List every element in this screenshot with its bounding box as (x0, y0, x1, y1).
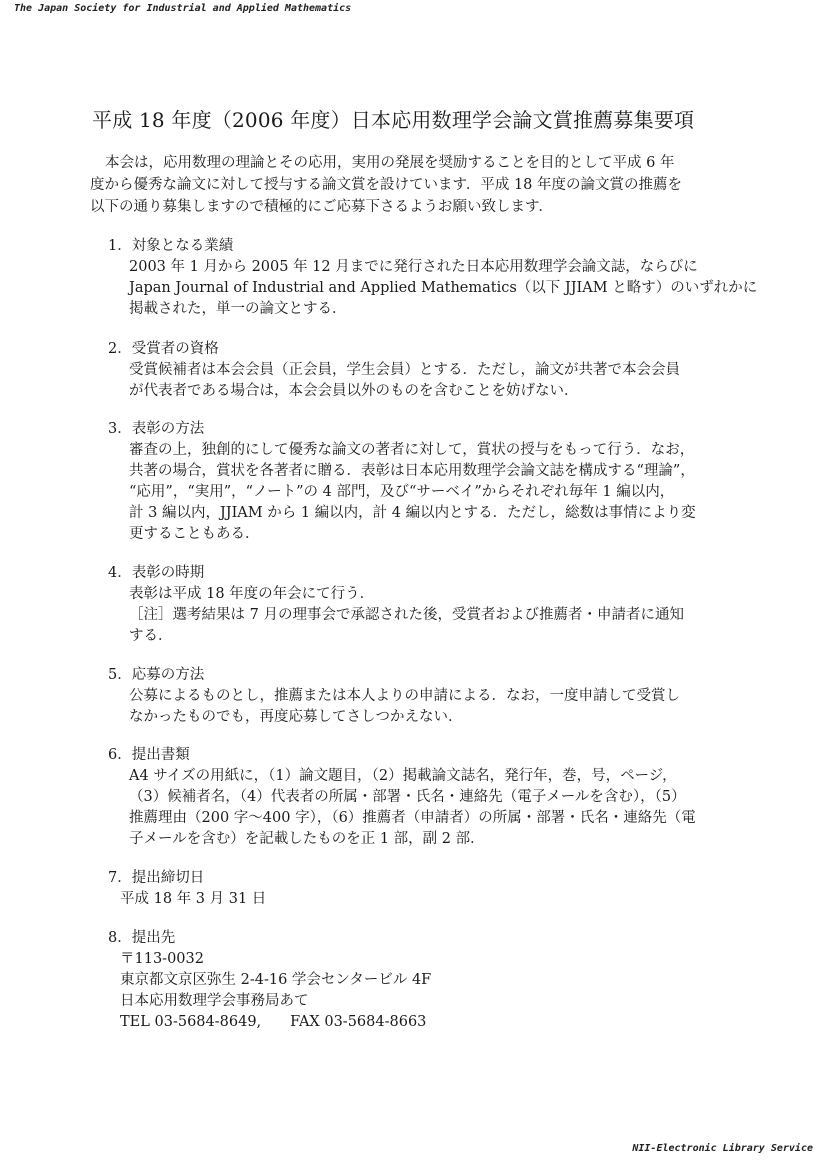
section-line: 共著の場合，賞状を各著者に贈る．表彰は日本応用数理学会論文誌を構成する“理論”， (129, 463, 695, 479)
section-6 (108, 745, 738, 850)
section-line: 子メールを含む）を記載したものを正 1 部，副 2 部． (129, 831, 485, 847)
section-5 (108, 665, 738, 728)
section-line: 東京都文京区弥生 2-4-16 学会センタービル 4F (120, 972, 432, 988)
section-body (129, 766, 738, 850)
section-8 (108, 928, 738, 1033)
section-line: 平成 18 年 3 月 31 日 (120, 891, 267, 907)
section-line: 推薦理由（200 字〜400 字），（6）推薦者（申請者）の所属・部署・氏名・連絡先（電 (129, 810, 696, 826)
intro-line: 本会は，応用数理の理論とその応用，実用の発展を奨励することを目的として平成 6 年 (105, 155, 675, 171)
section-line: 更することもある． (129, 526, 260, 542)
intro-paragraph (90, 152, 740, 218)
section-body (129, 360, 738, 402)
section-line: ［注］選考結果は 7 月の理事会で承認された後，受賞者および推薦者・申請者に通知 (129, 607, 684, 623)
section-line: Japan Journal of Industrial and Applied Mathematics（以下 JJIAM と略す）のいずれかに (129, 280, 758, 296)
section-line: が代表者である場合は，本会会員以外のものを含むことを妨げない． (129, 383, 579, 399)
section-heading: 8．提出先 (108, 930, 176, 946)
section-heading: 3．表彰の方法 (108, 421, 205, 437)
section-body (129, 440, 738, 545)
page-title: 平成 18 年度（2006 年度）日本応用数理学会論文賞推薦募集要項 (92, 108, 695, 132)
section-heading: 1．対象となる業績 (108, 238, 234, 254)
section-heading: 5．応募の方法 (108, 667, 205, 683)
section-heading: 2．受賞者の資格 (108, 341, 219, 357)
section-1 (108, 236, 758, 320)
section-4 (108, 563, 738, 647)
journal-header: The Japan Society for Industrial and Applied Mathematics (14, 3, 352, 14)
section-2 (108, 339, 738, 402)
section-body (129, 584, 738, 647)
section-line: TEL 03-5684-8649, FAX 03-5684-8663 (120, 1014, 427, 1030)
section-line: “応用”，“実用”，“ノート”の 4 部門，及び“サーベイ”からそれぞれ毎年 1 編以内， (129, 484, 675, 500)
section-3 (108, 419, 738, 545)
section-line: 2003 年 1 月から 2005 年 12 月までに発行された日本応用数理学会論文誌，ならびに (129, 259, 698, 275)
section-body (129, 686, 738, 728)
section-heading: 7．提出締切日 (108, 870, 205, 886)
section-heading: 4．表彰の時期 (108, 565, 205, 581)
section-line: 〒113-0032 (120, 951, 204, 967)
section-line: する． (129, 628, 173, 644)
section-line: 日本応用数理学会事務局あて (120, 993, 309, 1009)
library-footer: NII-Electronic Library Service (632, 1143, 813, 1154)
section-line: なかったものでも，再度応募してさしつかえない． (129, 709, 463, 725)
intro-line: 度から優秀な論文に対して授与する論文賞を設けています．平成 18 年度の論文賞の推薦を (90, 177, 683, 193)
section-line: 受賞候補者は本会会員（正会員，学生会員）とする．ただし，論文が共著で本会会員 (129, 362, 680, 378)
section-line: 掲載された，単一の論文とする． (129, 301, 347, 317)
section-line: 表彰は平成 18 年度の年会にて行う． (129, 586, 375, 602)
section-7 (108, 868, 738, 910)
section-body (120, 889, 738, 910)
section-line: 計 3 編以内，JJIAM から 1 編以内，計 4 編以内とする．ただし，総数は事情により変 (129, 505, 696, 521)
section-heading: 6．提出書類 (108, 747, 190, 763)
section-line: A4 サイズの用紙に，（1）論文題目，（2）掲載論文誌名，発行年，巻，号，ページ， (129, 768, 677, 784)
section-line: 審査の上，独創的にして優秀な論文の著者に対して，賞状の授与をもって行う．なお， (129, 442, 695, 458)
section-line: 公募によるものとし，推薦または本人よりの申請による．なお，一度申請して受賞し (129, 688, 680, 704)
section-body (129, 257, 758, 320)
section-body (120, 949, 738, 1033)
intro-line: 以下の通り募集しますので積極的にご応募下さるようお願い致します． (90, 199, 553, 215)
section-line: （3）候補者名，（4）代表者の所属・部署・氏名・連絡先（電子メールを含む），（5） (129, 789, 686, 805)
